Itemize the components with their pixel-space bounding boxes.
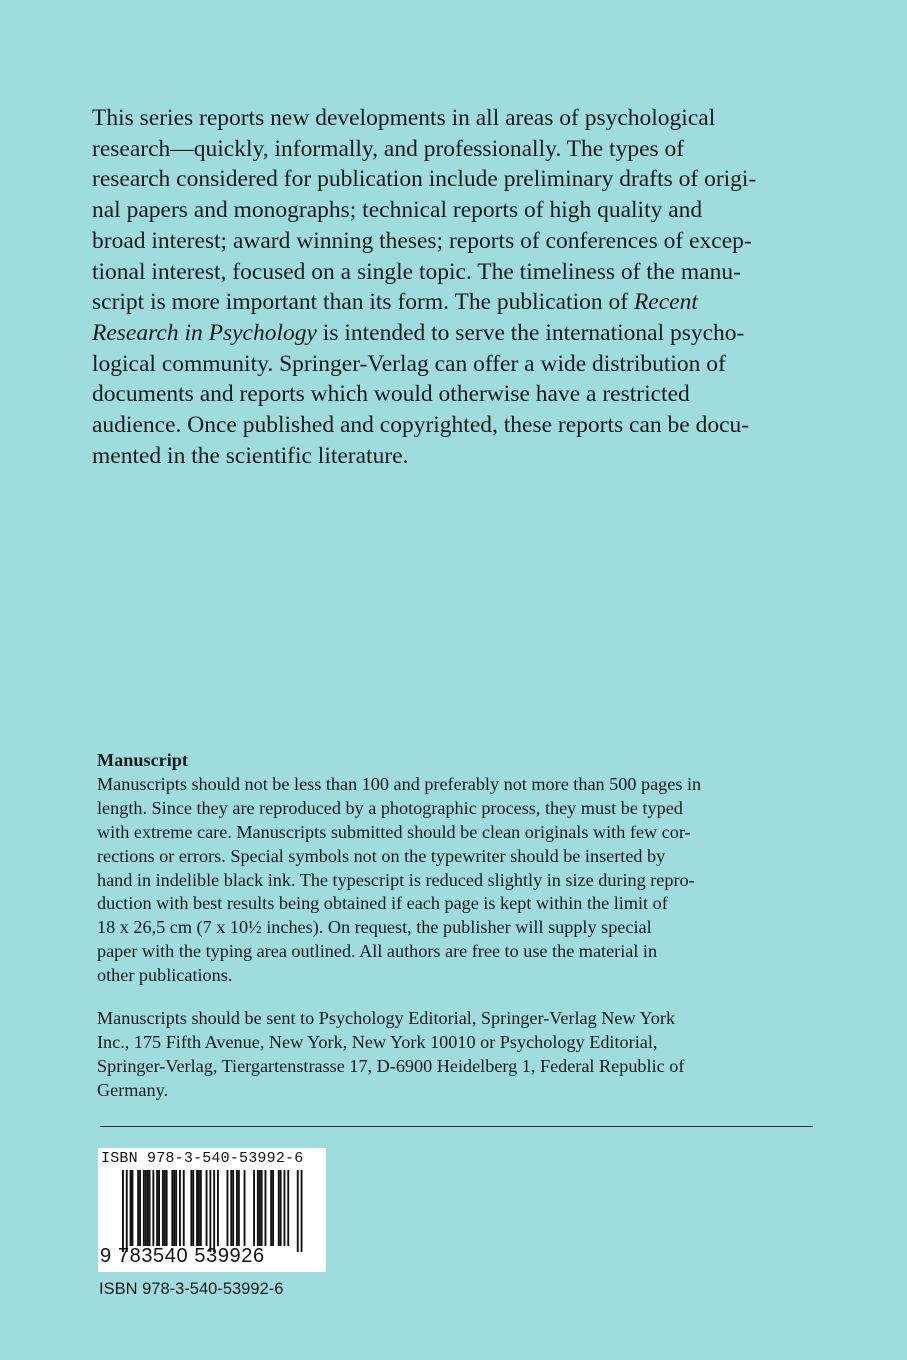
address-line: Germany. (97, 1079, 169, 1100)
barcode-bar (230, 1170, 232, 1246)
barcode-bar (130, 1170, 132, 1246)
barcode-bar (145, 1170, 147, 1246)
blurb-line: nal papers and monographs; technical reports of high quality and (92, 197, 703, 224)
barcode-bar (192, 1170, 194, 1246)
barcode-bar (162, 1170, 164, 1246)
manuscript-guidelines (97, 773, 817, 988)
barcode-bar (284, 1170, 286, 1246)
barcode-bar (166, 1170, 168, 1246)
barcode-bar (265, 1170, 267, 1246)
manuscript-section (97, 749, 817, 1103)
barcode-bar (164, 1170, 166, 1246)
series-title-italic: Recent (633, 289, 698, 316)
blurb-line: research considered for publication include preliminary drafts of origi- (92, 166, 757, 193)
manuscript-line: length. Since they are reproduced by a photographic process, they must be typed (97, 797, 683, 818)
barcode-bar (152, 1170, 154, 1246)
barcode-bar (261, 1170, 263, 1246)
series-title-italic: Research in Psychology (92, 319, 317, 346)
barcode-bar (297, 1170, 299, 1252)
barcode-bar (173, 1170, 175, 1246)
manuscript-heading: Manuscript (97, 750, 188, 770)
blurb-line: documents and reports which would otherwise have a restricted (92, 381, 690, 408)
barcode-bar (236, 1170, 238, 1246)
isbn-label: ISBN 978-3-540-53992-6 (99, 1280, 284, 1298)
barcode-bar (232, 1170, 234, 1246)
address-line: Inc., 175 Fifth Avenue, New York, New York 10010 or Psychology Editorial, (97, 1031, 658, 1052)
blurb-line: audience. Once published and copyrighted, these reports can be docu- (92, 412, 750, 439)
barcode-bar (287, 1170, 289, 1246)
barcode-isbn-label: ISBN 978-3-540-53992-6 (101, 1150, 304, 1167)
manuscript-line: paper with the typing area outlined. All authors are free to use the material in (97, 941, 658, 962)
barcode-bar (147, 1170, 149, 1246)
barcode-bar (158, 1170, 160, 1246)
blurb-line: tional interest, focused on a single topic. The timeliness of the manu- (92, 258, 741, 285)
barcode-bar (209, 1170, 211, 1252)
blurb-text: script is more important than its form. The publication of (92, 289, 629, 316)
address-line: Manuscripts should be sent to Psychology Editorial, Springer-Verlag New York (97, 1008, 676, 1029)
blurb-line: research—quickly, informally, and professionally. The types of (92, 135, 685, 162)
paragraph-gap (97, 988, 817, 1007)
barcode-bar (198, 1170, 200, 1246)
barcode-bar (196, 1170, 198, 1246)
barcode-bar (156, 1170, 158, 1246)
barcode-bar (217, 1170, 219, 1246)
blurb-line (92, 318, 792, 349)
blurb-line: This series reports new developments in all areas of psychological (92, 105, 716, 131)
barcode-bar (270, 1170, 272, 1246)
barcode-bar (301, 1170, 303, 1252)
barcode-digits: 9 783540 539926 (100, 1245, 265, 1267)
barcode-bar (206, 1170, 208, 1246)
manuscript-line: Manuscripts should not be less than 100 and preferably not more than 500 pages in (97, 773, 702, 794)
barcode-bar (200, 1170, 202, 1246)
submission-address (97, 1007, 817, 1103)
barcode-bar (122, 1170, 124, 1252)
barcode-bar (175, 1170, 177, 1246)
barcode-bar (171, 1170, 173, 1246)
barcode-bar (280, 1170, 282, 1246)
blurb-line: logical community. Springer-Verlag can offer a wide distribution of (92, 350, 726, 377)
manuscript-line: other publications. (97, 965, 233, 986)
manuscript-line: with extreme care. Manuscripts submitted should be clean originals with few cor- (97, 821, 691, 842)
barcode-bar (259, 1170, 261, 1246)
barcode-bar (183, 1170, 185, 1246)
address-line: Springer-Verlag, Tiergartenstrasse 17, D-6900 Heidelberg 1, Federal Republic of (97, 1055, 685, 1076)
barcode-bar (139, 1170, 141, 1246)
blurb-line: mented in the scientific literature. (92, 442, 409, 469)
barcode (98, 1148, 326, 1272)
barcode-bar (278, 1170, 280, 1246)
blurb-text: is intended to serve the international psycho- (322, 319, 745, 346)
horizontal-divider (100, 1126, 813, 1127)
barcode-bar (272, 1170, 274, 1246)
barcode-bar (137, 1170, 139, 1246)
manuscript-line: hand in indelible black ink. The typescript is reduced slightly in size during repro- (97, 869, 695, 890)
barcode-bar (244, 1170, 246, 1246)
series-description (92, 103, 792, 471)
barcode-bar (190, 1170, 192, 1246)
barcode-bar (126, 1170, 128, 1252)
barcode-bar (179, 1170, 181, 1246)
manuscript-line: 18 x 26,5 cm (7 x 10½ inches). On request, the publisher will supply special (97, 917, 652, 938)
barcode-bar (227, 1170, 229, 1246)
barcode-bar (253, 1170, 255, 1246)
blurb-line: broad interest; award winning theses; reports of conferences of excep- (92, 227, 752, 254)
barcode-bar (213, 1170, 215, 1252)
barcode-bar (132, 1170, 134, 1246)
blurb-line (92, 287, 792, 318)
barcode-bar (143, 1170, 145, 1246)
manuscript-line: duction with best results being obtained if each page is kept within the limit of (97, 893, 668, 914)
manuscript-line: rections or errors. Special symbols not on the typewriter should be inserted by (97, 845, 666, 866)
barcode-bar (149, 1170, 151, 1246)
barcode-bar (257, 1170, 259, 1246)
barcode-bar (238, 1170, 240, 1246)
